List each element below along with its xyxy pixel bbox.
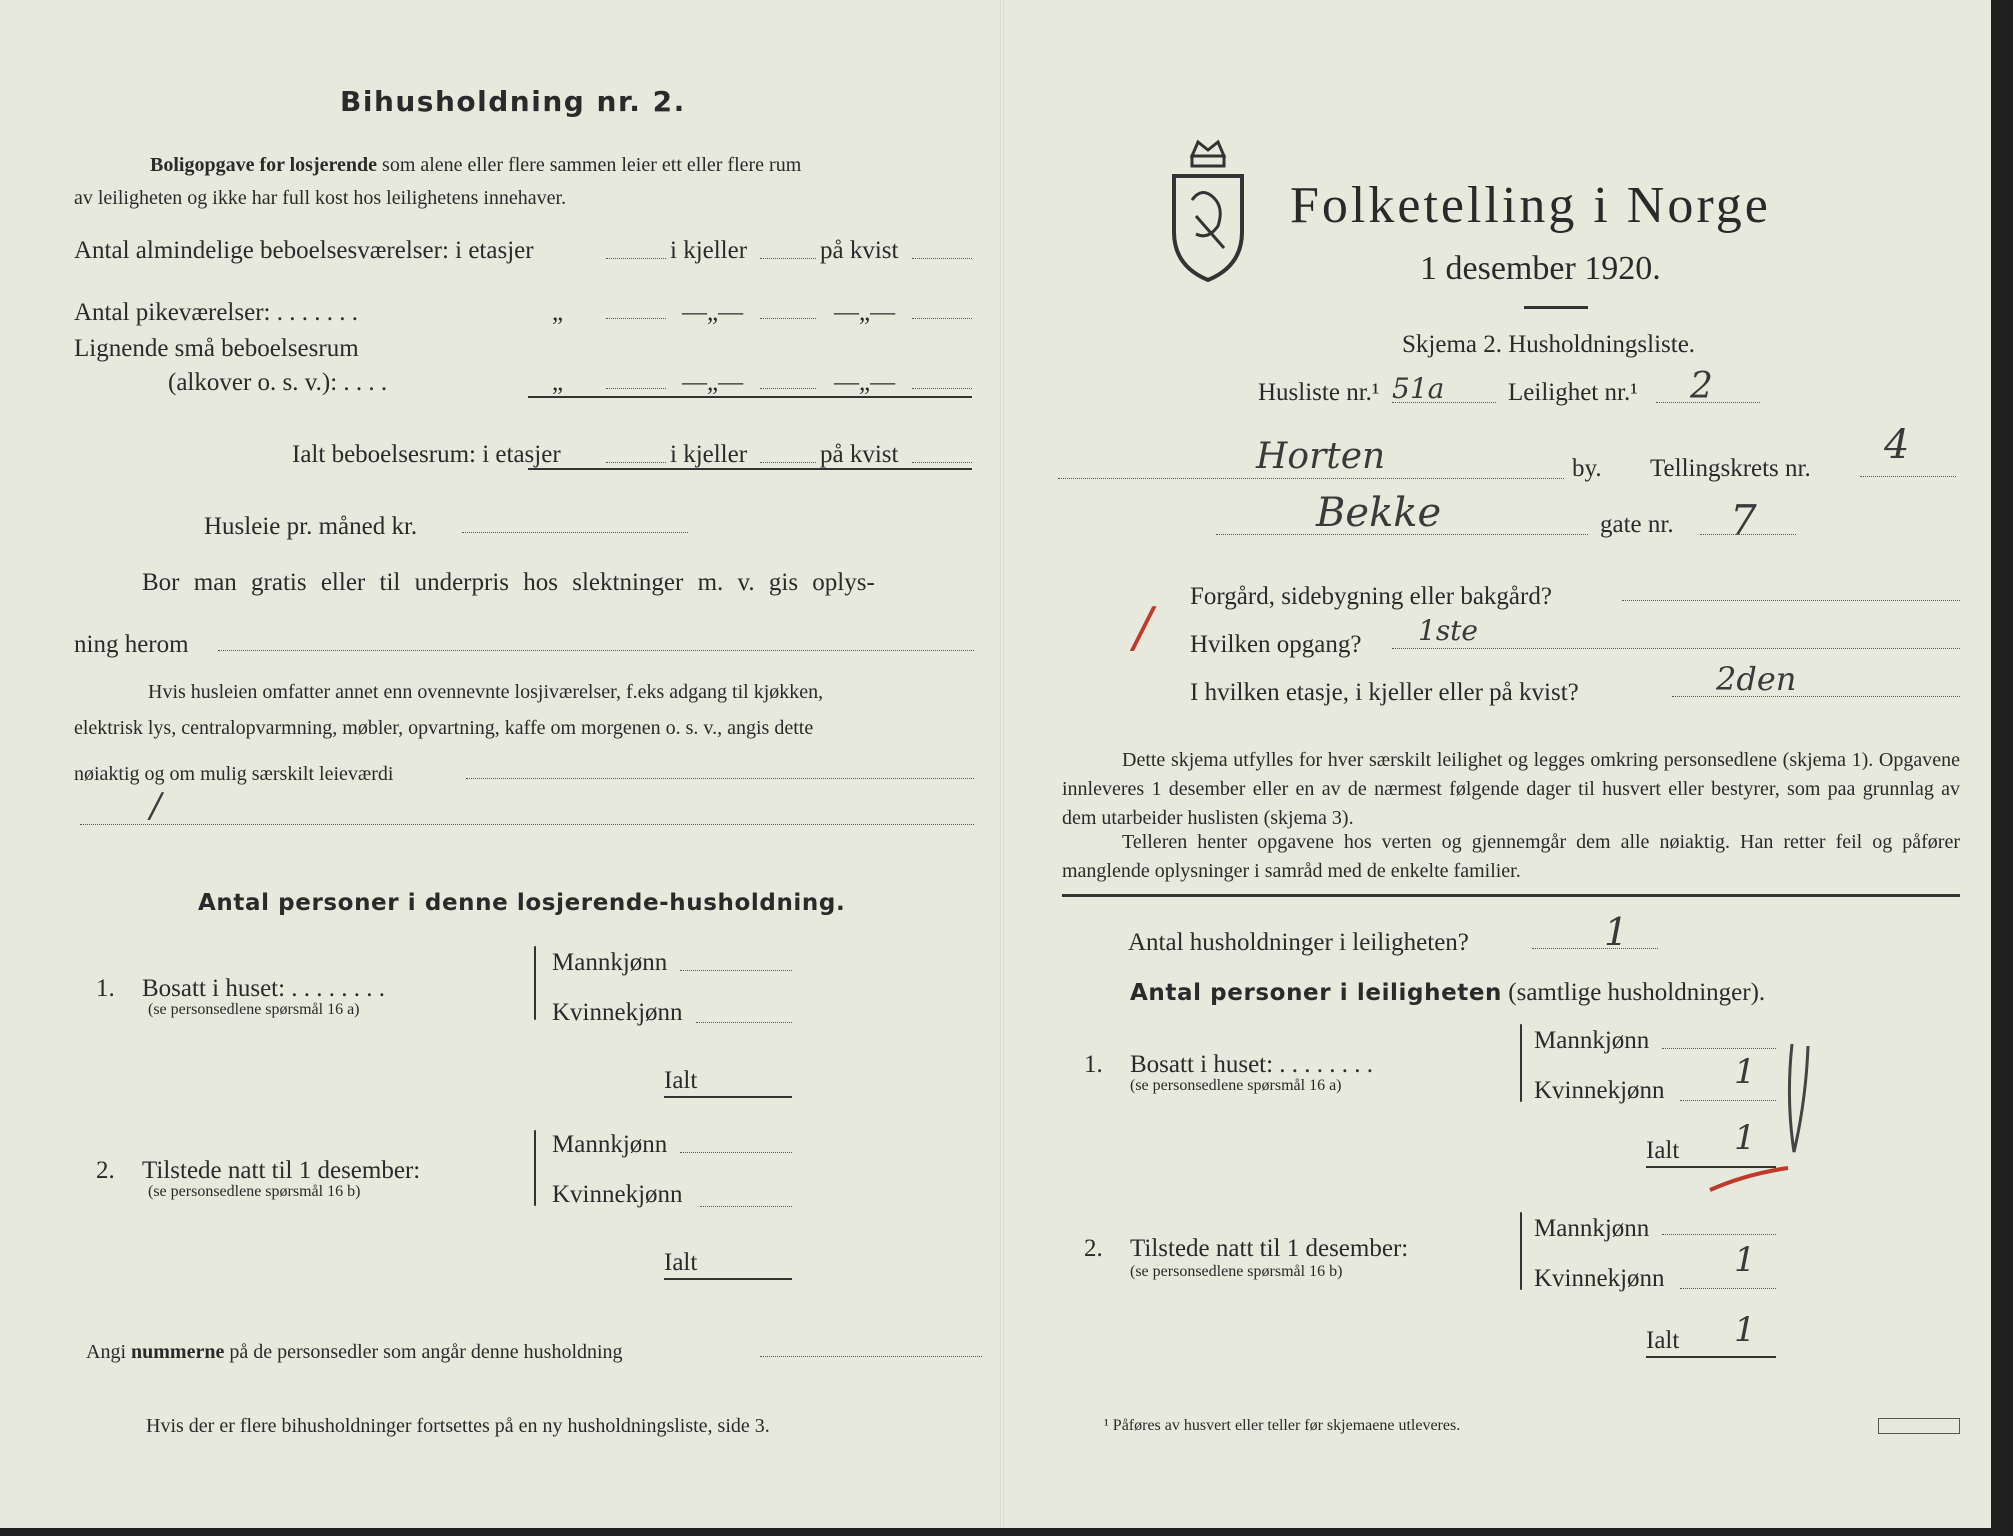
q1-num: 1. — [1084, 1051, 1103, 1078]
field-pike-kvist[interactable] — [912, 318, 972, 319]
q1-label: Bosatt i huset: . . . . . . . . — [142, 975, 386, 1002]
field-by[interactable] — [1058, 478, 1564, 479]
field-alm-kjeller[interactable] — [760, 258, 816, 259]
left-intro-line2: av leiligheten og ikke har full kost hos leilighetens innehaver. — [74, 187, 567, 209]
page-fold — [1000, 0, 1004, 1536]
intro-rest: som alene eller flere sammen leier ett eller flere rum — [377, 154, 802, 176]
brace — [534, 1130, 536, 1206]
kvinne-label: Kvinnekjønn — [1534, 1077, 1665, 1104]
field-ialt-kvist[interactable] — [912, 462, 972, 463]
intro-bold: Boligopgave for losjerende — [150, 154, 378, 176]
q2-num: 2. — [1084, 1235, 1103, 1262]
field-opgang[interactable] — [1392, 648, 1960, 649]
printer-stamp — [1878, 1418, 1960, 1434]
hvis-line1: Hvis husleien omfatter annet enn ovennevnte losjiværelser, f.eks adgang til kjøkken, — [148, 681, 824, 703]
field-alm-kvist[interactable] — [912, 258, 972, 259]
left-footer: Hvis der er flere bihusholdninger fortsettes på en ny husholdningsliste, side 3. — [146, 1415, 770, 1437]
row-ialt-beboelsesrum: Ialt beboelsesrum: i etasjer — [292, 441, 561, 468]
ialt-label: Ialt — [664, 1249, 698, 1276]
husleie-label: Husleie pr. måned kr. — [204, 513, 418, 540]
ditto-mark: „ — [552, 369, 564, 396]
field-pike-kjeller[interactable] — [760, 318, 816, 319]
field-antal-hush[interactable] — [1532, 948, 1658, 949]
instructions-paragraph-2: Telleren henter opgavene hos verten og gjennemgår dem alle nøiaktig. Han retter feil og påfører manglende oplysninger i samråd med de enkelte familier. — [1062, 831, 1960, 882]
opgang-value: 1ste — [1418, 614, 1479, 647]
leilighet-label: Leilighet nr.¹ — [1508, 379, 1638, 406]
field-q2-ialt[interactable] — [1646, 1356, 1776, 1358]
field-alm-etasjer[interactable] — [606, 258, 666, 259]
q2-ialt-value: 1 — [1734, 1310, 1756, 1350]
field-husliste[interactable] — [1392, 402, 1496, 403]
field-leilighet[interactable] — [1656, 402, 1760, 403]
etasje-label: I hvilken etasje, i kjeller eller på kvist? — [1190, 679, 1579, 706]
ditto-mark: —„— — [682, 369, 744, 396]
mann-label: Mannkjønn — [552, 1131, 668, 1158]
field-leievaerdi-2[interactable] — [80, 824, 974, 825]
angi-post: på de personsedler som angår denne husholdning — [224, 1341, 623, 1363]
kvinne-label: Kvinnekjønn — [552, 1181, 683, 1208]
krets-label: Tellingskrets nr. — [1650, 455, 1811, 482]
angi-pre: Angi — [86, 1341, 131, 1363]
husliste-label: Husliste nr.¹ — [1258, 379, 1380, 406]
red-checkmark-icon — [1706, 1164, 1792, 1194]
field-ialt-kjeller[interactable] — [760, 462, 816, 463]
ialt-rule — [528, 468, 972, 470]
col-kvist: på kvist — [820, 441, 899, 468]
by-label: by. — [1572, 455, 1602, 482]
antal-hush-label: Antal husholdninger i leiligheten? — [1128, 929, 1469, 956]
field-lign-kjeller[interactable] — [760, 388, 816, 389]
instructions-paragraph-1: Dette skjema utfylles for hver særskilt leilighet og legges omkring personsedlene (skjema 1). Opgavene innleveres 1 desember eller en av de nærmest følgende dager til husvert eller bestyrer, som paa grunnlag av dem utarbeider huslisten (skjema 3). — [1062, 749, 1960, 829]
field-q1-kvinne[interactable] — [1680, 1100, 1776, 1101]
handwritten-mark: / — [1134, 596, 1153, 659]
brace — [534, 946, 536, 1020]
bor-line1: Bor man gratis eller til underpris hos slektninger m. v. gis oplys- — [142, 569, 875, 596]
ialt-label: Ialt — [1646, 1327, 1680, 1354]
q2-num: 2. — [96, 1157, 115, 1184]
sum-rule — [528, 396, 972, 398]
field-q1-mann[interactable] — [1662, 1048, 1776, 1049]
etasje-value: 2den — [1716, 660, 1797, 698]
brace — [1520, 1212, 1522, 1290]
mann-label: Mannkjønn — [1534, 1027, 1650, 1054]
row-pikevaerelser: Antal pikeværelser: . . . . . . . — [74, 299, 358, 326]
gate-nr-value: 7 — [1730, 496, 1757, 545]
handwritten-check-icon — [1784, 1040, 1814, 1160]
left-intro-line1 — [150, 155, 801, 175]
q2-sub: (se personsedlene spørsmål 16 b) — [148, 1183, 361, 1200]
opgang-label: Hvilken opgang? — [1190, 631, 1362, 658]
field-q1-mann[interactable] — [680, 970, 792, 971]
by-value: Horten — [1256, 436, 1386, 477]
antal-hush-value: 1 — [1604, 910, 1629, 954]
antal-pers-line — [1130, 980, 1765, 1005]
antal-title-left: Antal personer i denne losjerende-husholdning. — [198, 890, 846, 916]
hvis-line3: nøiaktig og om mulig særskilt leieværdi — [74, 763, 394, 785]
field-q2-ialt[interactable] — [664, 1278, 792, 1280]
field-angi-nummer[interactable] — [760, 1356, 982, 1357]
row-lignende-2: (alkover o. s. v.): . . . . — [168, 369, 388, 396]
field-lign-etasjer[interactable] — [606, 388, 666, 389]
brace — [1520, 1024, 1522, 1102]
field-q2-mann[interactable] — [1662, 1234, 1776, 1235]
field-gate[interactable] — [1216, 534, 1588, 535]
field-lign-kvist[interactable] — [912, 388, 972, 389]
field-q2-mann[interactable] — [680, 1152, 792, 1153]
q2-label: Tilstede natt til 1 desember: — [142, 1157, 421, 1184]
ditto-mark: —„— — [682, 299, 744, 326]
gate-label: gate nr. — [1600, 511, 1674, 538]
kvinne-label: Kvinnekjønn — [1534, 1265, 1665, 1292]
bor-line2: ning herom — [74, 631, 189, 658]
row-lignende-1: Lignende små beboelsesrum — [74, 335, 359, 362]
antal-pers-rest: (samtlige husholdninger). — [1502, 979, 1766, 1006]
ditto-mark: —„— — [834, 299, 896, 326]
ditto-mark: „ — [552, 299, 564, 326]
row-almindelige: Antal almindelige beboelsesværelser: i etasjer — [74, 237, 534, 264]
mann-label: Mannkjønn — [1534, 1215, 1650, 1242]
hvis-line2: elektrisk lys, centralopvarmning, møbler, opvartning, kaffe om morgenen o. s. v., angis dette — [74, 717, 814, 739]
field-ialt-etasjer[interactable] — [606, 462, 666, 463]
q1-sub: (se personsedlene spørsmål 16 a) — [1130, 1077, 1342, 1094]
field-q2-kvinne[interactable] — [700, 1206, 792, 1207]
col-kvist: på kvist — [820, 237, 899, 264]
field-q2-kvinne[interactable] — [1680, 1288, 1776, 1289]
col-kjeller: i kjeller — [670, 441, 748, 468]
left-title: Bihusholdning nr. 2. — [340, 85, 686, 118]
angi-line — [86, 1342, 623, 1362]
footnote: ¹ Påføres av husvert eller teller før skjemaene utleveres. — [1104, 1417, 1461, 1434]
field-leievaerdi[interactable] — [466, 778, 974, 779]
q1-sub: (se personsedlene spørsmål 16 a) — [148, 1001, 360, 1018]
ditto-mark: —„— — [834, 369, 896, 396]
scan-edge — [1991, 0, 2013, 1536]
scan-edge-bottom — [0, 1528, 2013, 1536]
q1-num: 1. — [96, 975, 115, 1002]
q2-label: Tilstede natt til 1 desember: — [1130, 1235, 1409, 1262]
right-title: Folketelling i Norge — [1290, 177, 1771, 234]
q1-ialt-value: 1 — [1734, 1118, 1756, 1158]
field-krets[interactable] — [1860, 476, 1956, 477]
forgard-label: Forgård, sidebygning eller bakgård? — [1190, 583, 1552, 610]
field-bor[interactable] — [218, 650, 974, 651]
q1-kvinne-value: 1 — [1734, 1052, 1756, 1092]
q2-sub: (se personsedlene spørsmål 16 b) — [1130, 1263, 1343, 1280]
handwritten-mark: / — [150, 786, 162, 826]
field-husleie[interactable] — [462, 532, 688, 533]
field-pike-etasjer[interactable] — [606, 318, 666, 319]
field-q1-kvinne[interactable] — [696, 1022, 792, 1023]
antal-pers-bold: Antal personer i leiligheten — [1130, 980, 1503, 1006]
q2-kvinne-value: 1 — [1734, 1240, 1756, 1280]
col-kjeller: i kjeller — [670, 237, 748, 264]
field-etasje[interactable] — [1672, 696, 1960, 697]
gate-value: Bekke — [1316, 490, 1442, 536]
kvinne-label: Kvinnekjønn — [552, 999, 683, 1026]
field-q1-ialt[interactable] — [664, 1096, 792, 1098]
ialt-label: Ialt — [1646, 1137, 1680, 1164]
krets-value: 4 — [1884, 422, 1910, 468]
mann-label: Mannkjønn — [552, 949, 668, 976]
right-date: 1 desember 1920. — [1420, 250, 1661, 287]
field-gate-nr[interactable] — [1700, 534, 1796, 535]
coat-of-arms-icon — [1162, 136, 1254, 284]
field-forgard[interactable] — [1622, 600, 1960, 601]
angi-bold: nummerne — [131, 1341, 225, 1363]
title-rule — [1524, 306, 1588, 309]
ialt-label: Ialt — [664, 1067, 698, 1094]
q1-label: Bosatt i huset: . . . . . . . . — [1130, 1051, 1374, 1078]
leilighet-value: 2 — [1690, 366, 1713, 407]
section-rule — [1062, 894, 1960, 897]
husliste-value: 51a — [1392, 372, 1445, 405]
skjema-label: Skjema 2. Husholdningsliste. — [1402, 331, 1696, 358]
